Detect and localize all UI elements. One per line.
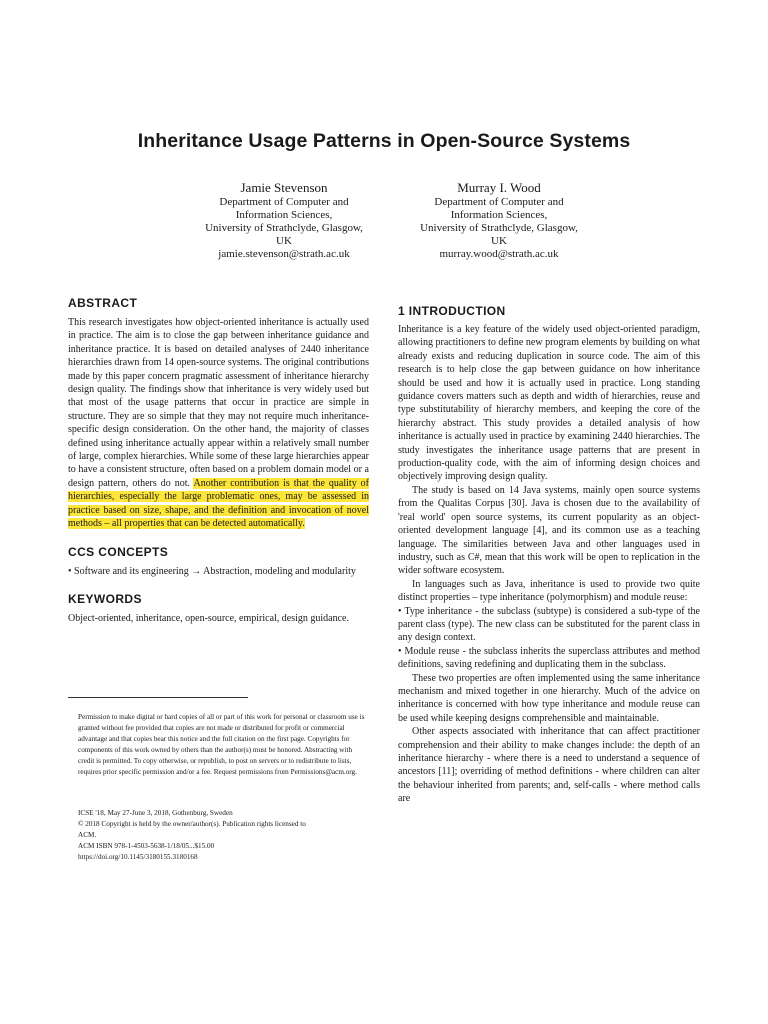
keywords-heading: KEYWORDS (68, 591, 142, 606)
author-email: murray.wood@strath.ac.uk (439, 248, 559, 260)
copyright-line: ACM. (78, 831, 97, 839)
copyright-line: © 2018 Copyright is held by the owner/author(s). Publication rights licensed to (78, 820, 306, 828)
footnote-divider (68, 697, 248, 698)
author-name: Jamie Stevenson (240, 180, 328, 195)
abstract-heading: ABSTRACT (68, 296, 138, 310)
intro-paragraph: Other aspects associated with inheritance that can affect practitioner comprehension and their ability to make changes include: the depth of an inheritance hierarchy - where there is a need to understand a sequence of ancestors [11]; overriding of method definitions - where children can alter the behaviour inherited from parents; and, self-calls - where method calls are (398, 726, 700, 805)
author-email: jamie.stevenson@strath.ac.uk (218, 248, 350, 260)
permission-notice: Permission to make digital or hard copies of all or part of this work for personal or classroom use is granted without fee provided that copies are not made or distributed for profit or commercial advantage and that copies bear this notice and the full citation on the first page. Copyrights for components of this work owned by others than the author(s) must be honored. Abstracting with credit is permitted. To copy otherwise, or republish, to post on servers or to redistribute to lists, requires prior specific permission and/or a fee. Request permissions from Permissions@acm.org. (78, 713, 365, 776)
isbn-line: ACM ISBN 978-1-4503-5638-1/18/05...$15.00 (78, 842, 215, 850)
keywords-text: Object-oriented, inheritance, open-source, empirical, design guidance. (68, 612, 349, 624)
doi-line: https://doi.org/10.1145/3180155.3180168 (78, 853, 198, 861)
author-dept: Information Sciences, (235, 209, 333, 221)
intro-bullet: • Type inheritance - the subclass (subtype) is considered a sub-type of the parent class (type). The new class can be substituted for the parent class in any design context. (398, 605, 700, 644)
ccs-heading: CCS CONCEPTS (68, 544, 169, 559)
abstract-highlight: Another contribution is that the quality of hierarchies, especially the large problematic ones, may be assessed in practice based on size, shape, and the definition and invocation of novel methods – all properties that can be detected automatically. (68, 477, 370, 530)
conference-info: ICSE '18, May 27-June 3, 2018, Gothenburg, Sweden (78, 809, 233, 817)
author-block-2 (384, 180, 614, 261)
author-name: Murray I. Wood (457, 180, 541, 195)
author-block-1 (169, 180, 399, 261)
introduction-heading: 1 INTRODUCTION (398, 304, 506, 318)
intro-paragraph: In languages such as Java, inheritance is used to provide two quite distinct properties – type inheritance (polymorphism) and module reuse: (398, 578, 700, 604)
abstract-text (68, 316, 369, 531)
abstract-text-plain: This research investigates how object-oriented inheritance is actually used in practice. The aim is to close the gap between inheritance guidance and inheritance practice. It is based on detailed analyses of 2440 inheritance hierarchies drawn from 14 open-source systems. The original contributions made by this paper concern pragmatic assessment of inheritance hierarchy design quality. The findings show that inheritance is very widely used but that most of the usage patterns that occur in practice are simple in structure. They are so simple that they may not require much inheritance-specific design consideration. On the other hand, the majority of classes defined using inheritance actually appear within a relatively small number of large, complex hierarchies. While some of these large hierarchies appear to have a consistent structure, often based on a problem domain model or a design pattern, others do not. (68, 317, 369, 489)
author-university: University of Strathclyde, Glasgow, (420, 222, 578, 234)
left-column (68, 296, 369, 625)
ccs-text: • Software and its engineering → Abstraction, modeling and modularity (68, 565, 356, 577)
paper-title: Inheritance Usage Patterns in Open-Source Systems (137, 130, 631, 152)
publication-info (78, 808, 368, 863)
intro-bullet: • Module reuse - the subclass inherits the superclass attributes and method definitions, saving redefining and duplicating them in the subclass. (398, 645, 700, 671)
right-column (398, 304, 700, 806)
author-country: UK (491, 235, 507, 247)
author-dept: Information Sciences, (450, 209, 548, 221)
author-country: UK (276, 235, 292, 247)
intro-paragraph: The study is based on 14 Java systems, mainly open source systems from the Qualitas Corpus [30]. Java is chosen due to the availability of 'real world' open source systems, its current popularity as an object-oriented development language [4], and its common use as a teaching language. The similarities between Java and other languages used in industry, such as C#, mean that this work will be open to replication in the wider software ecosystem. (398, 484, 700, 577)
author-dept: Department of Computer and (219, 196, 349, 208)
intro-paragraph: Inheritance is a key feature of the widely used object-oriented paradigm, allowing practitioners to define new program elements by building on what already exists and reducing duplication in source code. The aim of this research is to help close the gap between guidance on how inheritance should be used and how it is actually used in practice. Long standing guidance covers matters such as depth and width of hierarchies, reuse and type substitutability of hierarchy members, and keeping the core of the hierarchy abstract. This study provides a detailed analysis of how inheritance is actually used in practice by examining 2440 hierarchies. The study investigates the inheritance usage patterns that are present in production-quality code, with the aim of informing design choices and objectively improving design quality. (398, 324, 700, 483)
author-university: University of Strathclyde, Glasgow, (205, 222, 363, 234)
author-dept: Department of Computer and (434, 196, 564, 208)
intro-paragraph: These two properties are often implemented using the same inheritance mechanism and mixed together in one hierarchy. Much of the advice on inheritance is concerned with how type inheritance and module reuse can be used while keeping designs comprehensible and maintainable. (398, 672, 700, 724)
